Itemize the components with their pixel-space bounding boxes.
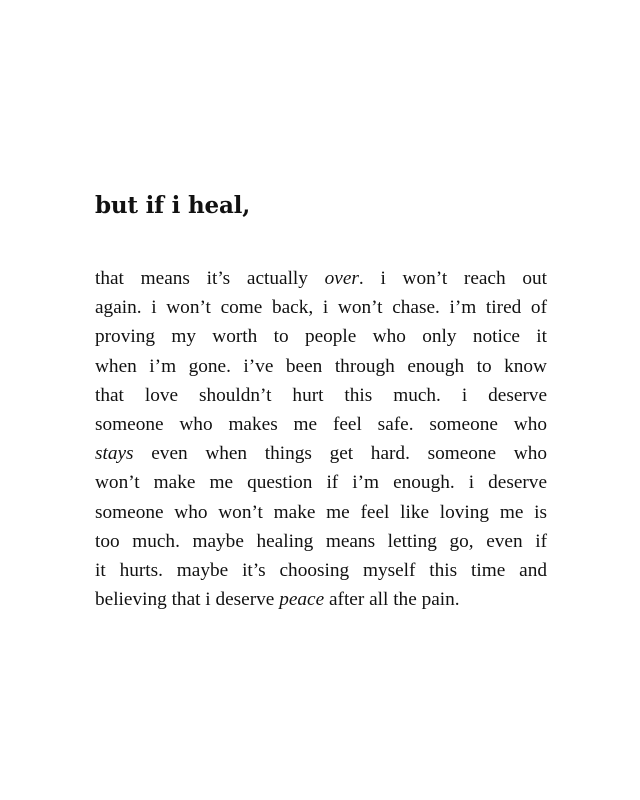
poem-line	[95, 264, 547, 293]
text-segment: believing that i deserve	[95, 589, 280, 611]
poem-line: that love shouldn’t hurt this much. i deserve	[95, 384, 547, 406]
emphasis-word: over	[324, 268, 359, 289]
poem-line: too much. maybe healing means letting go, even if	[95, 530, 547, 552]
poem-body	[95, 264, 547, 614]
poem-line: again. i won’t come back, i won’t chase. i’m tired of	[95, 297, 547, 319]
poem-line	[95, 585, 547, 614]
poem-line: when i’m gone. i’ve been through enough to know	[95, 355, 547, 377]
emphasis-word: stays	[95, 443, 134, 465]
emphasis-word: peace	[279, 589, 325, 611]
text-segment: that means it’s actually	[95, 268, 325, 289]
poem-line: proving my worth to people who only notice it	[95, 326, 547, 348]
poem-title: but if i heal,	[95, 192, 251, 219]
poem-line	[95, 439, 547, 468]
text-segment: after all the pain.	[324, 589, 460, 611]
poem-line: it hurts. maybe it’s choosing myself this time and	[95, 559, 547, 581]
poem-line: won’t make me question if i’m enough. i deserve	[95, 472, 547, 494]
poem-line: someone who won’t make me feel like loving me is	[95, 501, 547, 523]
text-segment: . i won’t reach out	[358, 268, 547, 289]
text-segment: even when things get hard. someone who	[133, 443, 547, 465]
poem-line: someone who makes me feel safe. someone who	[95, 413, 547, 435]
